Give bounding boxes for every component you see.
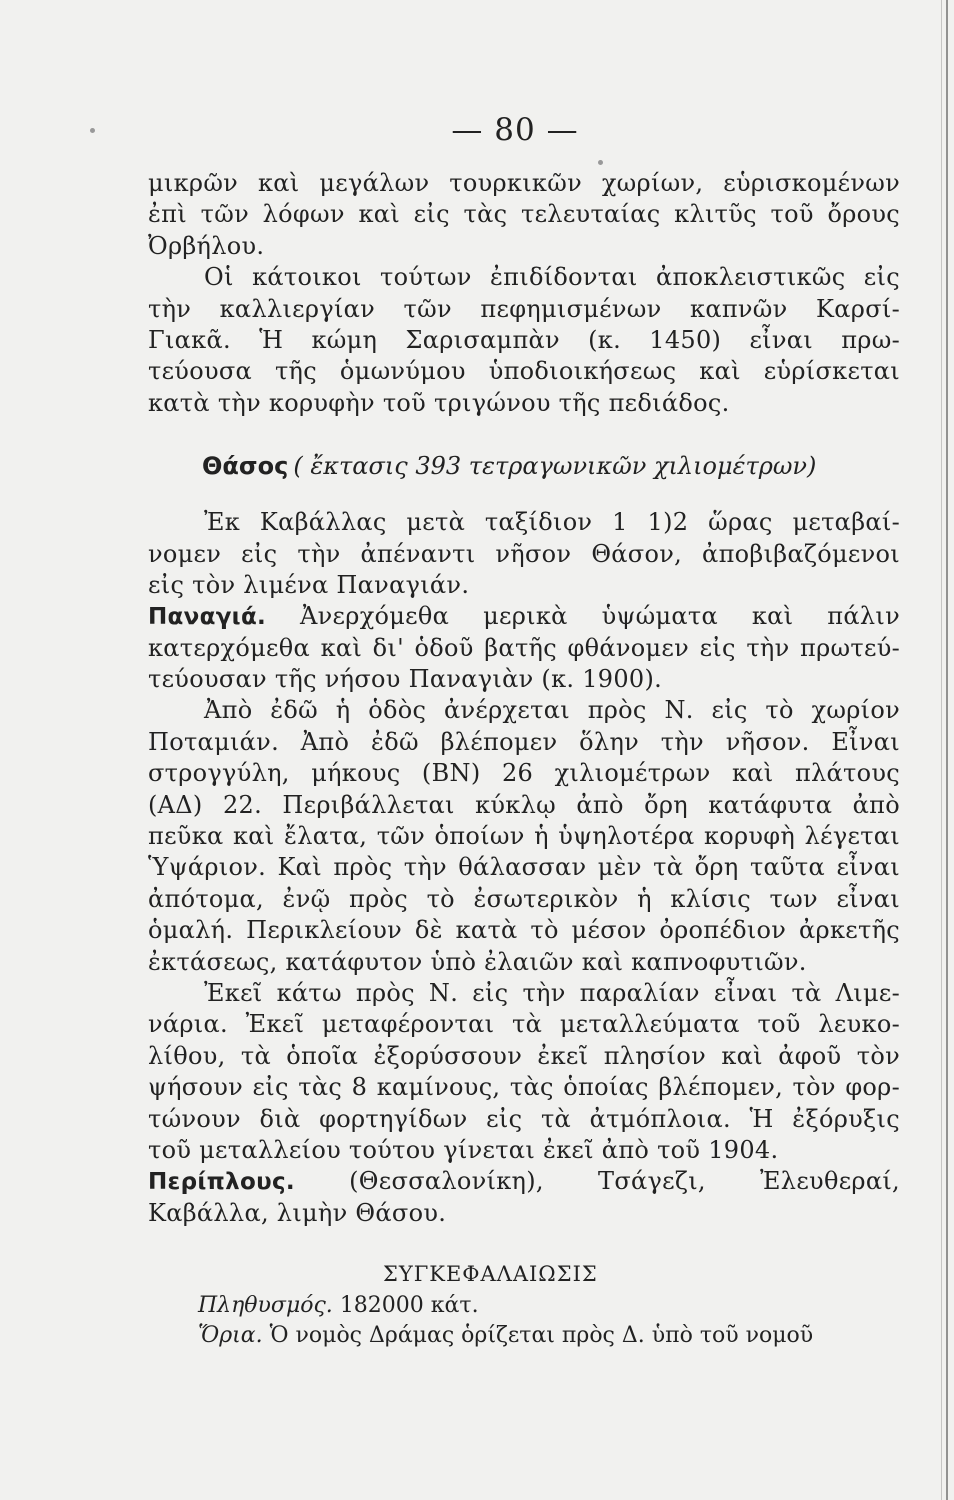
text-line: μικρῶν καὶ μεγάλων τουρκικῶν χωρίων, εὑρισκομένων: [148, 169, 900, 197]
page-edge-shadow: [941, 0, 942, 1500]
text-line: Καβάλλα, λιμὴν Θάσου.: [148, 1198, 447, 1227]
summary-title: ΣΥΓΚΕΦΑΛΑΙΩΣΙΣ: [383, 1262, 598, 1287]
page-number: — 80 —: [451, 112, 579, 148]
text-line: τὴν καλλιεργίαν τῶν πεφημισμένων καπνῶν Καρσί-: [148, 294, 900, 323]
text-line: (ΑΔ) 22. Περιβάλλεται κύκλῳ ἀπὸ ὄρη κατάφυτα ἀπὸ: [148, 790, 900, 819]
text-line: εἰς τὸν λιμένα Παναγιάν.: [148, 570, 470, 599]
text-line: νομεν εἰς τὴν ἀπέναντι νῆσον Θάσον, ἀποβιβαζόμενοι: [148, 539, 900, 568]
text-run: Ἀνερχόμεθα μερικὰ ὑψώματα καὶ πάλιν: [300, 602, 901, 631]
text-line: ὁμαλή. Περικλείουν δὲ κατὰ τὸ μέσον ὀροπέδιον ἀρκετῆς: [148, 916, 900, 945]
text-line: τοῦ μεταλλείου τούτου γίνεται ἐκεῖ ἀπὸ τοῦ 1904.: [148, 1135, 779, 1164]
paragraph-panagia: [148, 601, 900, 1166]
text-line: Ποταμιάν. Ἀπὸ ἐδῶ βλέπομεν ὅλην τὴν νῆσον. Εἶναι: [148, 727, 900, 756]
text-line: τεύουσα τῆς ὁμωνύμου ὑποδιοικήσεως καὶ εὑρίσκεται: [148, 357, 900, 386]
population-value: 182000 κάτ.: [339, 1293, 479, 1319]
paragraph-periplous: [148, 1166, 900, 1229]
text-line: [148, 1166, 900, 1197]
text-run: (Θεσσαλονίκη), Τσάγεζι, Ἐλευθεραί,: [349, 1167, 900, 1196]
text-line: Οἱ κάτοικοι τούτων ἐπιδίδονται ἀποκλειστικῶς εἰς: [204, 263, 900, 292]
text-line: [148, 601, 900, 632]
run-in-heading-periplous: Περίπλους.: [148, 1169, 295, 1196]
text-line: Ἀπὸ ἐδῶ ἡ ὁδὸς ἀνέρχεται πρὸς Ν. εἰς τὸ χωρίον: [204, 696, 900, 725]
text-line: Ἐκ Καβάλλας μετὰ ταξίδιον 1 1)2 ὥρας μεταβαί-: [204, 508, 900, 537]
summary-borders: [148, 1321, 900, 1351]
section-title: Θάσος: [202, 452, 289, 481]
text-line: ἀπότομα, ἐνῷ πρὸς τὸ ἐσωτερικὸν ἡ κλίσις των εἶναι: [148, 884, 900, 913]
paper-speck: [598, 160, 603, 165]
text-line: Ὑψάριον. Καὶ πρὸς τὴν θάλασσαν μὲν τὰ ὄρη ταῦτα εἶναι: [148, 853, 900, 882]
section-subtitle: ( ἔκτασις 393 τετραγωνικῶν χιλιομέτρων): [293, 452, 817, 481]
text-line: νάρια. Ἐκεῖ μεταφέρονται τὰ μεταλλεύματα τοῦ λευκο-: [148, 1010, 900, 1039]
summary-population: [148, 1291, 900, 1321]
run-in-heading-panagia: Παναγιά.: [148, 604, 267, 631]
population-label: Πληθυσμός.: [198, 1293, 333, 1319]
text-line: ἐκτάσεως, κατάφυτον ὑπὸ ἐλαιῶν καὶ καπνοφυτιῶν.: [148, 947, 807, 976]
text-line: κατερχόμεθα καὶ δι' ὁδοῦ βατῆς φθάνομεν εἰς τὴν πρωτεύ-: [148, 633, 900, 662]
paragraph-crossing: [148, 507, 900, 601]
page-body: [148, 168, 900, 1351]
text-line: κατὰ τὴν κορυφὴν τοῦ τριγώνου τῆς πεδιάδος.: [148, 388, 730, 417]
text-line: Ἐκεῖ κάτω πρὸς Ν. εἰς τὴν παραλίαν εἶναι τὰ Λιμε-: [204, 978, 900, 1007]
text-line: στρογγύλη, μήκους (ΒΝ) 26 χιλιομέτρων καὶ πλάτους: [148, 759, 900, 788]
page-edge-line: [946, 0, 948, 1500]
text-line: ψήσουν εἰς τὰς 8 καμίνους, τὰς ὁποίας βλέπομεν, τὸν φορ-: [148, 1073, 900, 1102]
text-line: τώνουν διὰ φορτηγίδων εἰς τὰ ἀτμόπλοια. Ἡ ἐξόρυξις: [148, 1104, 900, 1133]
text-line: Γιακᾶ. Ἡ κώμη Σαρισαμπὰν (κ. 1450) εἶναι πρω-: [148, 325, 900, 354]
borders-text: Ὁ νομὸς Δράμας ὁρίζεται πρὸς Δ. ὑπὸ τοῦ νομοῦ: [269, 1323, 814, 1349]
text-line: Ὀρβήλου.: [148, 231, 265, 260]
text-line: τεύουσαν τῆς νήσου Παναγιὰν (κ. 1900).: [148, 665, 663, 694]
borders-label: Ὅρια.: [198, 1323, 263, 1349]
text-line: λίθου, τὰ ὁποῖα ἐξορύσσουν ἐκεῖ πλησίον καὶ ἀφοῦ τὸν: [148, 1041, 900, 1070]
text-line: πεῦκα καὶ ἔλατα, τῶν ὁποίων ἡ ὑψηλοτέρα κορυφὴ λέγεται: [148, 822, 900, 851]
paragraph-opening: [148, 168, 900, 419]
text-line: ἐπὶ τῶν λόφων καὶ εἰς τὰς τελευταίας κλιτῦς τοῦ ὄρους: [148, 200, 900, 229]
section-heading: [148, 449, 900, 483]
